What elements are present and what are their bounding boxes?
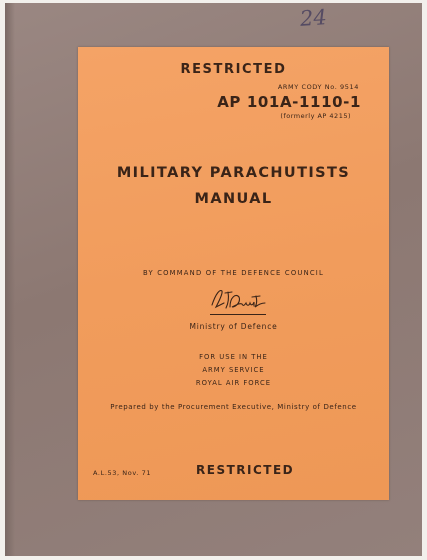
signature-icon	[208, 283, 268, 313]
classification-top: RESTRICTED	[180, 62, 287, 77]
command-line: BY COMMAND OF THE DEFENCE COUNCIL	[142, 269, 324, 277]
title-line-1: MILITARY PARACHUTISTS	[116, 165, 351, 181]
handwritten-page-number: 24	[299, 5, 328, 31]
amendment-list: A.L.53, Nov. 71	[93, 469, 152, 477]
title-line-2: MANUAL	[194, 191, 273, 207]
ap-number: AP 101A-1110-1	[217, 93, 361, 111]
army-code: ARMY CODY No. 9514	[277, 83, 359, 91]
classification-bottom: RESTRICTED	[196, 463, 295, 477]
signature-rule	[210, 314, 266, 315]
use-line: FOR USE IN THE	[199, 353, 268, 361]
formerly-reference: (formerly AP 4215)	[280, 112, 351, 120]
use-line: ROYAL AIR FORCE	[195, 379, 272, 387]
prepared-by: Prepared by the Procurement Executive, Ministry of Defence	[110, 403, 357, 411]
board-edge-shadow	[5, 3, 15, 556]
ministry-label: Ministry of Defence	[189, 322, 278, 331]
use-line: ARMY SERVICE	[202, 366, 265, 374]
manual-cover	[78, 47, 389, 500]
